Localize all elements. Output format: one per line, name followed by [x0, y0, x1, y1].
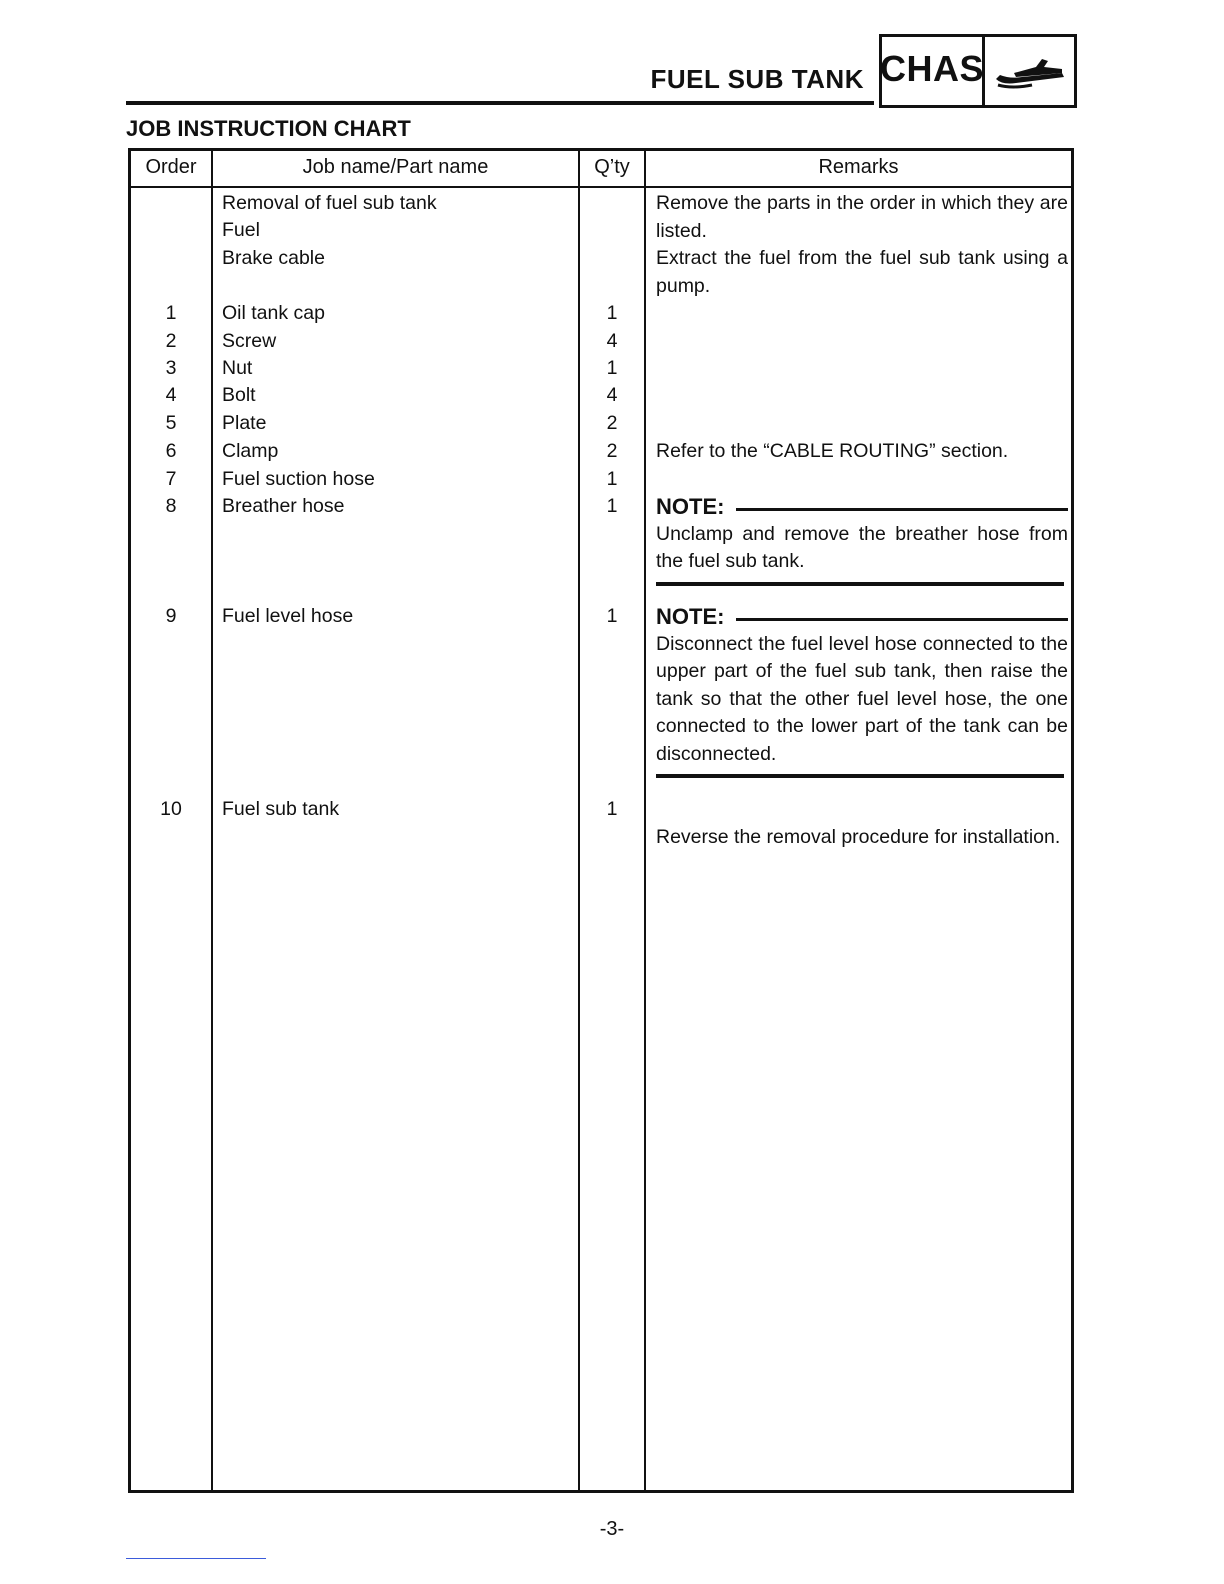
row-part: Nut [222, 357, 253, 379]
row-order: 7 [165, 468, 177, 490]
final-remark: Reverse the removal procedure for installation. [656, 826, 1061, 848]
note-rule [736, 618, 1068, 621]
header-job: Job name/Part name [302, 156, 489, 178]
row-qty: 2 [606, 412, 618, 434]
chart-title: JOB INSTRUCTION CHART [126, 116, 411, 141]
section-badge [879, 34, 1077, 108]
row-part: Bolt [222, 384, 256, 406]
note-end-rule [656, 582, 1064, 586]
row-order: 10 [160, 798, 182, 820]
note-end-rule [656, 774, 1064, 778]
header-rule [126, 101, 874, 105]
note-label: NOTE: [656, 604, 725, 629]
row-qty: 1 [606, 798, 618, 820]
column-divider [211, 151, 213, 1490]
snowmobile-icon [985, 37, 1074, 105]
note-rule [736, 508, 1068, 511]
note-block [656, 493, 1068, 586]
intro-remark: Extract the fuel from the fuel sub tank using a pump. [656, 247, 1068, 297]
row-order: 3 [165, 357, 177, 379]
intro-item: Removal of fuel sub tank [222, 192, 437, 214]
row-part: Oil tank cap [222, 302, 325, 324]
row-part: Breather hose [222, 495, 345, 517]
row-part: Fuel sub tank [222, 798, 340, 820]
bottom-rule [126, 1558, 266, 1559]
header-order: Order [145, 156, 197, 178]
intro-item: Fuel [222, 219, 260, 241]
row-order: 8 [165, 495, 177, 517]
row-qty: 2 [606, 440, 618, 462]
header-remarks: Remarks [818, 156, 899, 178]
row-part: Fuel suction hose [222, 468, 375, 490]
note-heading [656, 603, 1068, 631]
note-block [656, 603, 1068, 778]
row-order: 6 [165, 440, 177, 462]
row-qty: 1 [606, 605, 618, 627]
row-part: Plate [222, 412, 267, 434]
row-qty: 1 [606, 495, 618, 517]
row-order: 9 [165, 605, 177, 627]
row-order: 4 [165, 384, 177, 406]
note-text: Disconnect the fuel level hose connected to the upper part of the fuel sub tank, then raise the tank so that the other fuel level hose, the one connected to the lower part of the tank can be disconnected. [656, 632, 1068, 765]
intro-item: Brake cable [222, 247, 325, 269]
job-instruction-table [128, 148, 1074, 1493]
row-order: 5 [165, 412, 177, 434]
row-order: 2 [165, 330, 177, 352]
row-part: Clamp [222, 440, 279, 462]
header-divider [131, 186, 1071, 188]
row-qty: 1 [606, 302, 618, 324]
column-divider [578, 151, 580, 1490]
section-code: CHAS [882, 37, 985, 105]
page-number: -3- [599, 1518, 625, 1540]
row-qty: 1 [606, 357, 618, 379]
section-title: FUEL SUB TANK [650, 64, 864, 94]
note-text: Unclamp and remove the breather hose from the fuel sub tank. [656, 522, 1068, 572]
note-heading [656, 493, 1068, 521]
row-part: Screw [222, 330, 277, 352]
row-order: 1 [165, 302, 177, 324]
row-qty: 4 [606, 330, 618, 352]
intro-remark: Remove the parts in the order in which they are listed. [656, 192, 1068, 242]
row-qty: 4 [606, 384, 618, 406]
header-qty: Q’ty [594, 156, 630, 178]
row-part: Fuel level hose [222, 605, 354, 627]
note-label: NOTE: [656, 494, 725, 519]
column-divider [644, 151, 646, 1490]
row-remark: Refer to the “CABLE ROUTING” section. [656, 440, 1009, 462]
row-qty: 1 [606, 468, 618, 490]
